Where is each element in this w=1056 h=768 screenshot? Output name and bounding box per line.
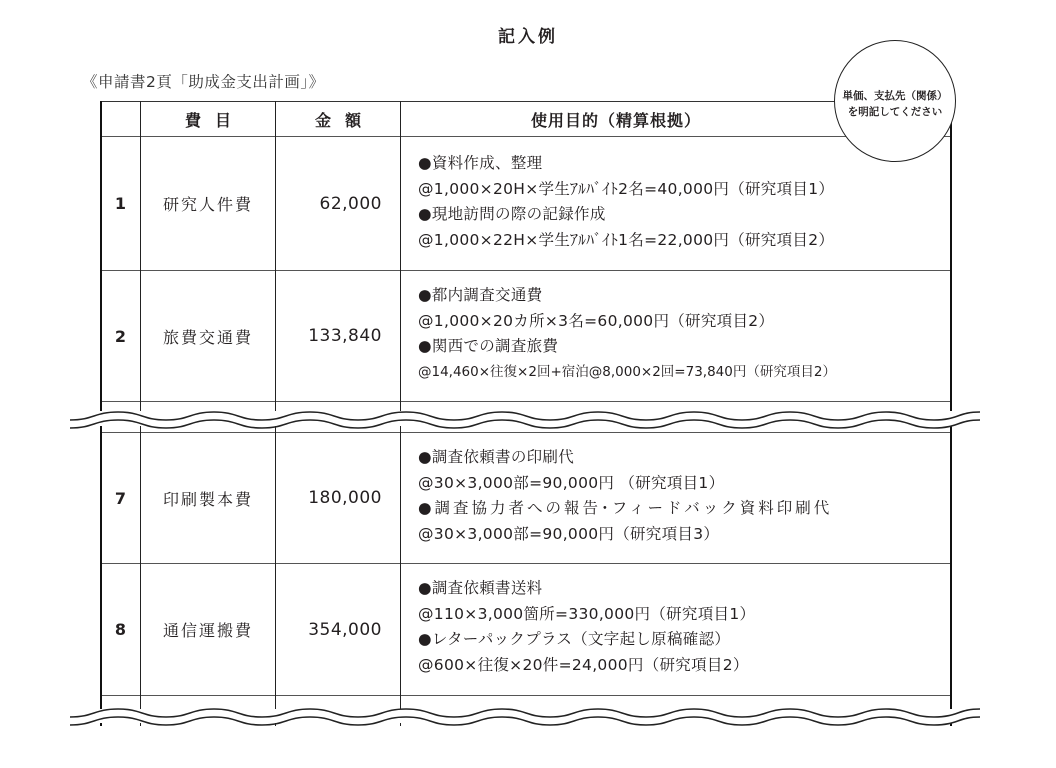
row-divider — [100, 401, 952, 402]
purpose-line: @1,000×20H×学生ｱﾙﾊﾞｲﾄ2名=40,000円（研究項目1） — [418, 179, 835, 198]
page-title: 記入例 — [498, 27, 558, 47]
row-amount: 354,000 — [308, 619, 382, 640]
row-category: 旅費交通費 — [162, 327, 253, 347]
row-purpose — [418, 445, 948, 547]
purpose-line: @1,000×20カ所×3名=60,000円（研究項目2） — [418, 311, 775, 330]
callout-line-2: を明記してください — [847, 106, 943, 118]
row-purpose — [418, 576, 948, 678]
row-purpose — [418, 283, 948, 385]
row-index: 7 — [114, 488, 127, 508]
purpose-line: ●関西での調査旅費 — [418, 337, 559, 355]
instruction-callout — [834, 40, 956, 162]
row-amount: 62,000 — [319, 193, 382, 214]
purpose-line: @600×往復×20件=24,000円（研究項目2） — [418, 655, 749, 674]
header-category: 費目 — [184, 110, 245, 130]
section-subtitle: 《申請書2頁「助成金支出計画」》 — [82, 73, 325, 91]
purpose-line: @1,000×22H×学生ｱﾙﾊﾞｲﾄ1名=22,000円（研究項目2） — [418, 230, 835, 249]
page-bottom-whitespace — [0, 726, 1056, 768]
purpose-line: @30×3,000部=90,000円 （研究項目1） — [418, 473, 725, 492]
purpose-line: ●都内調査交通費 — [418, 286, 543, 304]
purpose-line: ●資料作成、整理 — [418, 154, 543, 172]
row-index: 2 — [114, 326, 127, 346]
purpose-line: ●調査依頼書送料 — [418, 579, 543, 597]
purpose-line: ●レターパックプラス（文字起し原稿確認） — [418, 630, 731, 648]
header-index — [101, 102, 140, 136]
wavy-break-icon — [70, 404, 980, 434]
row-amount: 133,840 — [308, 326, 382, 346]
row-category: 通信運搬費 — [162, 621, 253, 640]
header-amount: 金額 — [314, 110, 375, 130]
purpose-line: ●調査依頼書の印刷代 — [418, 448, 575, 466]
row-index: 8 — [114, 620, 127, 639]
row-amount: 180,000 — [308, 488, 382, 508]
row-index: 1 — [114, 194, 127, 213]
row-purpose — [418, 151, 948, 253]
row-category: 印刷製本費 — [162, 489, 253, 509]
purpose-line: @110×3,000箇所=330,000円（研究項目1） — [418, 604, 756, 623]
header-purpose: 使用目的（精算根拠） — [530, 110, 701, 130]
row-category: 研究人件費 — [162, 195, 253, 214]
purpose-line: ●調査協力者への報告･フィードバック資料印刷代 — [418, 499, 833, 517]
purpose-line: @14,460×往復×2回+宿泊@8,000×2回=73,840円（研究項目2） — [418, 363, 836, 380]
purpose-line: @30×3,000部=90,000円（研究項目3） — [418, 524, 720, 543]
row-divider — [100, 695, 952, 696]
purpose-line: ●現地訪問の際の記録作成 — [418, 205, 606, 223]
callout-line-1: 単価、支払先（関係） — [842, 90, 948, 102]
